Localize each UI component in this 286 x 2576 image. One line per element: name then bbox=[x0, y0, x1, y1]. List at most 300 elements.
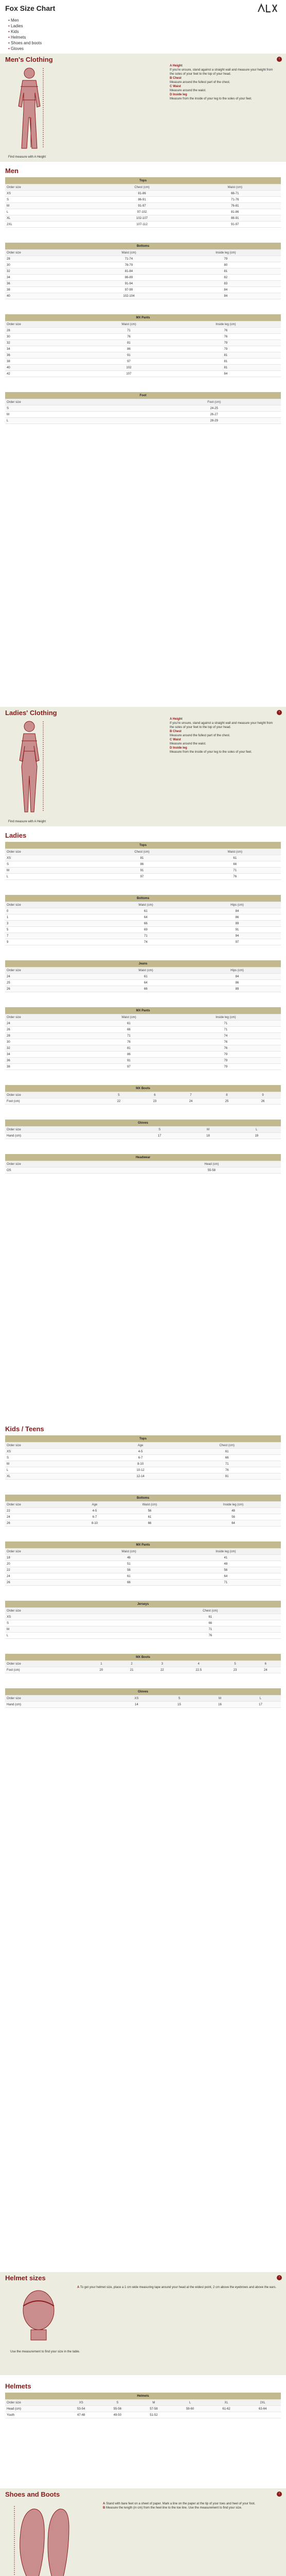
size-table bbox=[5, 895, 281, 945]
table-caption-row bbox=[5, 1435, 281, 1443]
table-cell: 28 bbox=[5, 328, 87, 334]
table-cell: 69 bbox=[98, 927, 193, 933]
table-cell: 79 bbox=[171, 256, 281, 262]
table-cell: 16 bbox=[200, 1702, 240, 1708]
table-cell: 81 bbox=[87, 1045, 171, 1052]
table-cell: 22 bbox=[147, 1667, 177, 1673]
table-cell: 30 bbox=[5, 334, 87, 340]
column-header: 8 bbox=[209, 1092, 245, 1098]
table-cell: OS bbox=[5, 1167, 142, 1174]
table-row bbox=[5, 1567, 281, 1573]
column-header: Order size bbox=[5, 250, 87, 256]
table-row bbox=[5, 405, 281, 412]
column-header: Waist (cm) bbox=[189, 184, 281, 191]
column-header: Head (cm) bbox=[142, 1161, 281, 1167]
table-cell: L bbox=[5, 1633, 140, 1639]
back-to-top-icon[interactable]: ↑ bbox=[277, 2492, 282, 2497]
table-cell: 82 bbox=[171, 275, 281, 281]
column-header: Order size bbox=[5, 1161, 142, 1167]
table-header-row bbox=[5, 250, 281, 256]
table-cell: 81 bbox=[171, 352, 281, 359]
table-cell: 24 bbox=[251, 1667, 281, 1673]
table-caption-row bbox=[5, 314, 281, 321]
table-cell: Youth bbox=[5, 2412, 63, 2418]
table-cell: 26 bbox=[5, 1520, 76, 1527]
column-header: Chest (cm) bbox=[173, 1443, 281, 1449]
table-cell: 36 bbox=[5, 281, 87, 287]
table-row bbox=[5, 268, 281, 275]
brand-logo bbox=[257, 3, 278, 13]
table-cell: 76 bbox=[87, 334, 171, 340]
table-row bbox=[5, 1514, 281, 1520]
table-row bbox=[5, 1039, 281, 1045]
table-cell: 66 bbox=[98, 921, 193, 927]
table-cell: 61 bbox=[173, 1449, 281, 1455]
table-cell: 48 bbox=[171, 1561, 281, 1567]
table-cell: 74 bbox=[98, 939, 193, 945]
table-title: MX Pants bbox=[5, 1007, 281, 1014]
section-nav bbox=[8, 18, 42, 52]
table-title: Bottoms bbox=[5, 243, 281, 250]
table-cell: 32 bbox=[5, 1045, 87, 1052]
table-row bbox=[5, 371, 281, 377]
column-header: M bbox=[200, 1696, 240, 1702]
table-cell: 71 bbox=[87, 1033, 171, 1039]
table-cell: 6-7 bbox=[108, 1455, 173, 1461]
table-cell: S bbox=[5, 861, 95, 868]
table-cell: 86 bbox=[87, 346, 171, 352]
table-header-row bbox=[5, 1502, 281, 1508]
size-table bbox=[5, 392, 281, 424]
table-row bbox=[5, 1098, 281, 1105]
table-title: MX Pants bbox=[5, 314, 281, 321]
table-row bbox=[5, 914, 281, 921]
table-cell: 76 bbox=[140, 1633, 281, 1639]
table-caption-row bbox=[5, 1007, 281, 1014]
table-cell: 94 bbox=[193, 933, 281, 939]
table-cell: 24 bbox=[5, 1514, 76, 1520]
column-header: M bbox=[184, 1127, 232, 1133]
column-header: Chest (cm) bbox=[95, 849, 189, 855]
column-header: 9 bbox=[245, 1092, 281, 1098]
table-cell: 38 bbox=[5, 1064, 87, 1070]
column-header: Order size bbox=[5, 2400, 63, 2406]
back-to-top-icon[interactable]: ↑ bbox=[277, 710, 282, 715]
table-caption-row bbox=[5, 842, 281, 849]
table-row bbox=[5, 1045, 281, 1052]
shoes-boots-heading: Shoes and Boots bbox=[5, 2490, 60, 2498]
table-row bbox=[5, 1573, 281, 1580]
nav-link-kids[interactable]: • Kids bbox=[8, 29, 42, 35]
table-cell: 8-10 bbox=[76, 1520, 113, 1527]
guide-label: B Chest bbox=[170, 77, 182, 80]
table-cell: S bbox=[5, 197, 95, 203]
table-cell: Foot (cm) bbox=[5, 1667, 86, 1673]
table-cell: 26 bbox=[5, 986, 98, 992]
table-cell: 61 bbox=[98, 908, 193, 914]
column-header: Order size bbox=[5, 1661, 86, 1667]
table-cell: 26-27 bbox=[147, 412, 281, 418]
table-cell: 9 bbox=[5, 939, 98, 945]
table-row bbox=[5, 334, 281, 340]
column-header: Foot (cm) bbox=[147, 399, 281, 405]
table-cell: 91 bbox=[95, 868, 189, 874]
back-to-top-icon[interactable]: ↑ bbox=[277, 57, 282, 62]
table-cell: 81-86 bbox=[189, 209, 281, 215]
guide-text: Measure from the inside of your leg to the soles of your feet. bbox=[170, 97, 252, 100]
table-cell: 97 bbox=[193, 939, 281, 945]
table-cell: 59-60 bbox=[172, 2406, 208, 2412]
ladies-clothing-heading: Ladies' Clothing bbox=[5, 709, 57, 717]
nav-link-men[interactable]: • Men bbox=[8, 18, 42, 23]
back-to-top-icon[interactable]: ↑ bbox=[277, 2275, 282, 2280]
table-cell: 71 bbox=[173, 1461, 281, 1467]
table-title: Jeans bbox=[5, 960, 281, 968]
table-cell: 26 bbox=[5, 1580, 87, 1586]
guide-text: Measure around the fullest part of the chest. bbox=[170, 734, 230, 737]
nav-link-ladies[interactable]: • Ladies bbox=[8, 23, 42, 29]
table-cell: 30 bbox=[5, 1039, 87, 1045]
table-cell: 97-102 bbox=[95, 209, 189, 215]
table-title: MX Boots bbox=[5, 1085, 281, 1092]
guide-text: Measure the length (in cm) from the heel line to the toe line. Use the measurement to find your size. bbox=[106, 2506, 242, 2510]
table-row bbox=[5, 1561, 281, 1567]
table-row bbox=[5, 340, 281, 346]
size-table bbox=[5, 314, 281, 377]
column-header: Inside leg (cm) bbox=[171, 250, 281, 256]
table-cell: 4-5 bbox=[76, 1508, 113, 1514]
nav-link-gloves[interactable]: • Gloves bbox=[8, 46, 42, 52]
table-row bbox=[5, 2406, 281, 2412]
table-cell: 34 bbox=[5, 1052, 87, 1058]
table-row bbox=[5, 855, 281, 861]
column-header: Hips (cm) bbox=[193, 902, 281, 908]
table-header-row bbox=[5, 1014, 281, 1021]
size-table bbox=[5, 243, 281, 299]
ladies-body-diagram-icon bbox=[11, 719, 47, 817]
table-cell: 91 bbox=[87, 352, 171, 359]
table-cell: 66-71 bbox=[189, 191, 281, 197]
table-cell: 76 bbox=[171, 334, 281, 340]
table-cell: 57-58 bbox=[136, 2406, 172, 2412]
table-cell: 28 bbox=[5, 256, 87, 262]
table-cell: 66 bbox=[87, 1027, 171, 1033]
table-cell: 56 bbox=[114, 1508, 186, 1514]
table-row bbox=[5, 1614, 281, 1620]
table-cell: 91-97 bbox=[95, 203, 189, 209]
table-cell: XL bbox=[5, 215, 95, 222]
table-row bbox=[5, 1667, 281, 1673]
column-header: Order size bbox=[5, 399, 147, 405]
page-title: Fox Size Chart bbox=[5, 4, 56, 12]
column-header: Order size bbox=[5, 321, 87, 328]
table-cell: 25 bbox=[5, 980, 98, 986]
column-header: 7 bbox=[173, 1092, 209, 1098]
table-cell: 97-99 bbox=[87, 287, 171, 293]
table-row bbox=[5, 275, 281, 281]
table-row bbox=[5, 908, 281, 914]
table-title: Jerseys bbox=[5, 1601, 281, 1608]
men-clothing-heading: Men's Clothing bbox=[5, 56, 53, 63]
table-cell: XS bbox=[5, 1614, 140, 1620]
size-table bbox=[5, 1154, 281, 1174]
column-header: L bbox=[240, 1696, 281, 1702]
table-caption-row bbox=[5, 1541, 281, 1549]
table-cell: 46 bbox=[87, 1555, 171, 1561]
table-caption-row bbox=[5, 177, 281, 184]
guide-label: A Height bbox=[170, 64, 183, 67]
column-header: Waist (cm) bbox=[87, 1549, 171, 1555]
table-cell: 76-79 bbox=[87, 262, 171, 268]
table-cell: 61 bbox=[98, 974, 193, 980]
nav-link-shoes[interactable]: • Shoes and boots bbox=[8, 40, 42, 46]
table-cell: 40 bbox=[5, 365, 87, 371]
table-row bbox=[5, 1058, 281, 1064]
table-cell: 21 bbox=[116, 1667, 147, 1673]
table-title: Bottoms bbox=[5, 895, 281, 902]
guide-text: If you're unsure, stand against a straight wall and measure your height from the soles of your feet to the top of your head. bbox=[170, 722, 273, 729]
column-header: Order size bbox=[5, 1696, 114, 1702]
table-cell: S bbox=[5, 405, 147, 412]
guide-label: B Chest bbox=[170, 730, 182, 733]
table-caption-row bbox=[5, 895, 281, 902]
column-header: Order size bbox=[5, 902, 98, 908]
men-guide-note: Find measure with A Height bbox=[8, 156, 46, 159]
nav-link-helmets[interactable]: • Helmets bbox=[8, 35, 42, 40]
table-row bbox=[5, 256, 281, 262]
table-header-row bbox=[5, 849, 281, 855]
table-cell: 5 bbox=[5, 927, 98, 933]
table-row bbox=[5, 874, 281, 880]
table-cell: M bbox=[5, 1626, 140, 1633]
table-row bbox=[5, 281, 281, 287]
table-title: Bottoms bbox=[5, 1495, 281, 1502]
table-row bbox=[5, 933, 281, 939]
guide-label: D Inside leg bbox=[170, 93, 187, 96]
table-row bbox=[5, 1555, 281, 1561]
size-table bbox=[5, 1435, 281, 1480]
head-diagram-icon bbox=[15, 2285, 62, 2342]
table-cell: 91-97 bbox=[189, 222, 281, 228]
table-cell: L bbox=[5, 874, 95, 880]
table-cell: 83 bbox=[171, 281, 281, 287]
table-cell: 102 bbox=[87, 365, 171, 371]
table-row bbox=[5, 1455, 281, 1461]
table-cell: 81 bbox=[171, 359, 281, 365]
table-cell: 7 bbox=[5, 933, 98, 939]
table-cell bbox=[172, 2412, 208, 2418]
table-cell: 56 bbox=[186, 1514, 281, 1520]
table-row bbox=[5, 921, 281, 927]
table-caption-row bbox=[5, 2393, 281, 2400]
column-header: Inside leg (cm) bbox=[171, 1014, 281, 1021]
table-header-row bbox=[5, 1661, 281, 1667]
table-cell: 81-86 bbox=[95, 191, 189, 197]
table-cell: 25 bbox=[209, 1098, 245, 1105]
guide-label: A bbox=[103, 2502, 105, 2505]
size-table bbox=[5, 1007, 281, 1070]
table-cell: 3 bbox=[5, 921, 98, 927]
table-cell: 55-58 bbox=[142, 1167, 281, 1174]
table-cell: S bbox=[5, 1455, 108, 1461]
table-cell: 22.5 bbox=[177, 1667, 220, 1673]
table-caption-row bbox=[5, 1495, 281, 1502]
column-header: 4 bbox=[177, 1661, 220, 1667]
size-table bbox=[5, 2393, 281, 2418]
table-cell: 76 bbox=[173, 1467, 281, 1473]
column-header: 5 bbox=[101, 1092, 137, 1098]
table-row bbox=[5, 359, 281, 365]
table-cell: 4-5 bbox=[108, 1449, 173, 1455]
table-cell: 56 bbox=[87, 1567, 171, 1573]
column-header: 5 bbox=[220, 1661, 250, 1667]
table-row bbox=[5, 1633, 281, 1639]
table-cell: 20 bbox=[86, 1667, 116, 1673]
table-cell: 97 bbox=[87, 1064, 171, 1070]
table-cell: 61 bbox=[87, 1573, 171, 1580]
guide-label: D Inside leg bbox=[170, 747, 187, 750]
column-header: Inside leg (cm) bbox=[171, 1549, 281, 1555]
table-cell: 38 bbox=[5, 287, 87, 293]
table-cell: 23 bbox=[137, 1098, 173, 1105]
table-cell: 66 bbox=[114, 1520, 186, 1527]
table-cell: 66 bbox=[87, 1580, 171, 1586]
table-cell: 71 bbox=[171, 1580, 281, 1586]
table-cell: 76 bbox=[171, 328, 281, 334]
table-header-row bbox=[5, 968, 281, 974]
foot-diagram-icon bbox=[12, 2502, 74, 2576]
table-row bbox=[5, 980, 281, 986]
column-header: Inside leg (cm) bbox=[186, 1502, 281, 1508]
table-cell: 86-91 bbox=[189, 215, 281, 222]
table-caption-row bbox=[5, 960, 281, 968]
table-header-row bbox=[5, 1092, 281, 1098]
table-cell: 71 bbox=[98, 933, 193, 939]
table-header-row bbox=[5, 321, 281, 328]
table-header-row bbox=[5, 1443, 281, 1449]
table-cell: 66 bbox=[173, 1455, 281, 1461]
column-header: Chest (cm) bbox=[140, 1608, 281, 1614]
table-title: Helmets bbox=[5, 2393, 281, 2400]
shoes-measure-guide bbox=[103, 2502, 278, 2510]
table-row bbox=[5, 365, 281, 371]
table-row bbox=[5, 1461, 281, 1467]
table-row bbox=[5, 1620, 281, 1626]
table-cell: 91 bbox=[87, 1058, 171, 1064]
table-row bbox=[5, 1520, 281, 1527]
guide-text: Stand with bare feet on a sheet of paper. Mark a line on the paper at the tip of your toes and heel of your foot. bbox=[106, 2502, 256, 2505]
table-cell: 15 bbox=[159, 1702, 200, 1708]
column-header: 2 bbox=[116, 1661, 147, 1667]
table-cell: 79 bbox=[171, 1052, 281, 1058]
table-cell: 86 bbox=[193, 914, 281, 921]
guide-label: C Waist bbox=[170, 738, 181, 741]
table-row bbox=[5, 209, 281, 215]
table-header-row bbox=[5, 1696, 281, 1702]
table-cell: 0 bbox=[5, 908, 98, 914]
column-header: 2XL bbox=[244, 2400, 281, 2406]
table-row bbox=[5, 986, 281, 992]
table-cell: 86 bbox=[95, 861, 189, 868]
table-cell: 66 bbox=[189, 861, 281, 868]
column-header: S bbox=[99, 2400, 136, 2406]
table-cell: 76-81 bbox=[189, 203, 281, 209]
table-cell: 81 bbox=[95, 855, 189, 861]
table-cell: 22 bbox=[5, 1567, 87, 1573]
table-cell: 61 bbox=[87, 1021, 171, 1027]
table-row bbox=[5, 927, 281, 933]
guide-label: A Height bbox=[170, 718, 183, 721]
table-cell: 26 bbox=[5, 1027, 87, 1033]
table-cell: 55-56 bbox=[99, 2406, 136, 2412]
table-cell: 14 bbox=[114, 1702, 159, 1708]
table-cell: 61 bbox=[114, 1514, 186, 1520]
table-cell: 64 bbox=[98, 980, 193, 986]
table-cell: 34 bbox=[5, 346, 87, 352]
table-cell: 63-64 bbox=[244, 2406, 281, 2412]
table-row bbox=[5, 939, 281, 945]
table-cell: 32 bbox=[5, 268, 87, 275]
table-row bbox=[5, 1508, 281, 1514]
table-cell: 34 bbox=[5, 275, 87, 281]
table-cell: 64 bbox=[171, 1573, 281, 1580]
men-body-diagram-icon bbox=[11, 66, 47, 154]
table-cell: L bbox=[5, 1467, 108, 1473]
column-header: XS bbox=[63, 2400, 99, 2406]
table-cell: 24 bbox=[5, 974, 98, 980]
table-cell: 91 bbox=[193, 927, 281, 933]
column-header: Waist (cm) bbox=[98, 968, 193, 974]
table-caption-row bbox=[5, 243, 281, 250]
men-heading: Men bbox=[5, 167, 19, 175]
table-caption-row bbox=[5, 1085, 281, 1092]
table-cell: 89 bbox=[193, 921, 281, 927]
table-cell: 1 bbox=[5, 914, 98, 921]
column-header: Waist (cm) bbox=[87, 250, 171, 256]
table-cell: 81 bbox=[87, 340, 171, 346]
guide-text: Measure around the waist. bbox=[170, 742, 206, 745]
table-cell: 49-50 bbox=[99, 2412, 136, 2418]
size-table bbox=[5, 1541, 281, 1586]
table-cell: 18 bbox=[184, 1133, 232, 1139]
table-row bbox=[5, 1021, 281, 1027]
table-row bbox=[5, 346, 281, 352]
table-caption-row bbox=[5, 392, 281, 399]
table-cell: Hand (cm) bbox=[5, 1133, 135, 1139]
table-cell: 19 bbox=[233, 1133, 281, 1139]
table-cell: 71 bbox=[87, 328, 171, 334]
table-cell: 2XL bbox=[5, 222, 95, 228]
table-row bbox=[5, 1052, 281, 1058]
table-row bbox=[5, 861, 281, 868]
table-cell: 86 bbox=[87, 1052, 171, 1058]
column-header: Inside leg (cm) bbox=[171, 321, 281, 328]
table-row bbox=[5, 412, 281, 418]
table-cell bbox=[208, 2412, 245, 2418]
table-row bbox=[5, 418, 281, 424]
table-row bbox=[5, 1580, 281, 1586]
table-row bbox=[5, 215, 281, 222]
table-cell bbox=[244, 2412, 281, 2418]
table-row bbox=[5, 293, 281, 299]
table-cell: 24 bbox=[5, 1573, 87, 1580]
table-cell: 20 bbox=[5, 1561, 87, 1567]
table-cell: M bbox=[5, 1461, 108, 1467]
table-cell: 24 bbox=[5, 1021, 87, 1027]
column-header: Order size bbox=[5, 968, 98, 974]
table-cell: 91-94 bbox=[87, 281, 171, 287]
table-header-row bbox=[5, 1127, 281, 1133]
